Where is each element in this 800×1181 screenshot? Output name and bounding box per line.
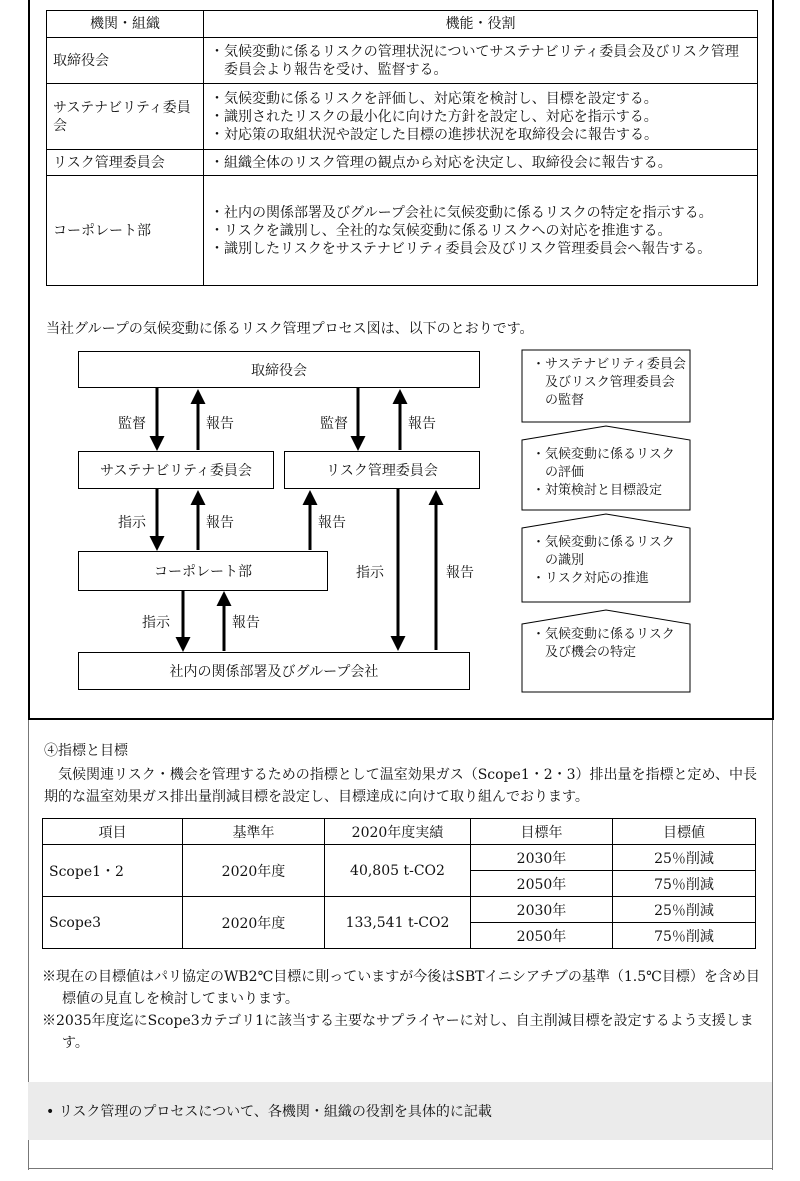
kpi-target-value: 75％削減 (613, 923, 756, 949)
label-instruct: 指示 (356, 565, 384, 581)
page-right-border (772, 720, 773, 1170)
label-supervise: 監督 (320, 416, 348, 432)
side-note-item: ・気候変動に係るリスク及び機会の特定 (532, 627, 675, 660)
diagram-intro: 当社グループの気候変動に係るリスク管理プロセス図は、以下のとおりです。 (46, 321, 534, 337)
kpi-actual: 40,805 t-CO2 (325, 845, 471, 897)
section-title: ④指標と目標 (44, 743, 128, 759)
kpi-item: Scope1・2 (43, 845, 183, 897)
kpi-header: 2020年度実績 (325, 819, 471, 845)
kpi-header: 基準年 (183, 819, 325, 845)
corporate-box: コーポレート部 (78, 551, 328, 591)
org-corporate: コーポレート部 (47, 176, 204, 286)
board-box: 取締役会 (78, 351, 480, 388)
kpi-header: 目標年 (471, 819, 613, 845)
kpi-target-year: 2050年 (471, 871, 613, 897)
kpi-target-year: 2030年 (471, 897, 613, 923)
corporate-role: ・リスクを識別し、全社的な気候変動に係るリスクへの対応を推進する。 (210, 222, 672, 239)
risk-committee-box: リスク管理委員会 (284, 451, 480, 489)
sustainability-box: サステナビリティ委員会 (78, 451, 274, 489)
kpi-header: 項目 (43, 819, 183, 845)
kpi-target-year: 2030年 (471, 845, 613, 871)
risk-committee-role: ・組織全体のリスク管理の観点から対応を決定し、取締役会に報告する。 (210, 154, 672, 171)
side-note-item: ・気候変動に係るリスクの評価 (532, 447, 675, 480)
table-row (43, 845, 756, 871)
org-risk-committee: リスク管理委員会 (47, 150, 204, 176)
org-board: 取締役会 (47, 38, 204, 84)
note: ※現在の目標値はパリ協定のWB2℃目標に則っていますが今後はSBTイニシアチブの基準（1.5℃目標）を含め目標値の見直しを検討してまいります。 (42, 969, 760, 1007)
label-report: 報告 (206, 416, 234, 432)
board-role: ・気候変動に係るリスクの管理状況についてサステナビリティ委員会及びリスク管理委員会より報告を受け、監督する。 (210, 43, 739, 78)
kpi-base-year: 2020年度 (183, 845, 325, 897)
side-note-corporate (532, 534, 686, 588)
kpi-target-year: 2050年 (471, 923, 613, 949)
kpi-item: Scope3 (43, 897, 183, 949)
label-report: 報告 (446, 565, 474, 581)
notes (42, 966, 762, 1054)
table-row (43, 897, 756, 923)
sustainability-role: ・気候変動に係るリスクを評価し、対応策を検討し、目標を設定する。 (210, 90, 658, 107)
sustainability-role: ・対応策の取組状況や設定した目標の進捗状況を取締役会に報告する。 (210, 126, 658, 143)
corporate-role: ・識別したリスクをサステナビリティ委員会及びリスク管理委員会へ報告する。 (210, 240, 712, 257)
footer-callout: • リスク管理のプロセスについて、各機関・組織の役割を具体的に記載 (28, 1082, 772, 1140)
note: ※2035年度迄にScope3カテゴリ1に該当する主要なサプライヤーに対し、自主削減目標を設定するよう支援します。 (42, 1013, 754, 1051)
side-note-item: ・対策検討と目標設定 (532, 483, 663, 498)
kpi-actual: 133,541 t-CO2 (325, 897, 471, 949)
kpi-base-year: 2020年度 (183, 897, 325, 949)
label-instruct: 指示 (118, 515, 146, 531)
section-paragraph: 気候関連リスク・機会を管理するための指標として温室効果ガス（Scope1・2・3）排出量を指標と定め、中長期的な温室効果ガス排出量削減目標を設定し、目標達成に向けて取り組んでおります。 (44, 767, 757, 805)
group-box: 社内の関係部署及びグループ会社 (78, 652, 470, 690)
page-bottom-border (28, 1168, 773, 1169)
label-report: 報告 (206, 515, 234, 531)
kpi-target-value: 25％削減 (613, 845, 756, 871)
label-report: 報告 (408, 416, 436, 432)
label-instruct: 指示 (142, 615, 170, 631)
label-supervise: 監督 (118, 416, 146, 432)
corporate-role: ・社内の関係部署及びグループ会社に気候変動に係るリスクの特定を指示する。 (210, 204, 713, 221)
side-note-item: ・サステナビリティ委員会及びリスク管理委員会の監督 (532, 357, 686, 408)
label-report: 報告 (232, 615, 260, 631)
roles-header-function: 機能・役割 (204, 11, 758, 38)
side-note-item: ・リスク対応の推進 (532, 571, 649, 586)
sustainability-role: ・識別されたリスクの最小化に向けた方針を設定し、対応を指示する。 (210, 108, 658, 125)
kpi-target-value: 75％削減 (613, 871, 756, 897)
kpi-table (42, 818, 756, 949)
side-note-item: ・気候変動に係るリスクの識別 (532, 535, 675, 568)
side-note-board (532, 356, 686, 410)
side-note-group (532, 626, 686, 662)
roles-header-org: 機関・組織 (47, 11, 204, 38)
side-note-sustainability (532, 446, 686, 500)
kpi-header: 目標値 (613, 819, 756, 845)
kpi-target-value: 25％削減 (613, 897, 756, 923)
org-sustainability: サステナビリティ委員会 (47, 84, 204, 150)
label-report: 報告 (318, 515, 346, 531)
